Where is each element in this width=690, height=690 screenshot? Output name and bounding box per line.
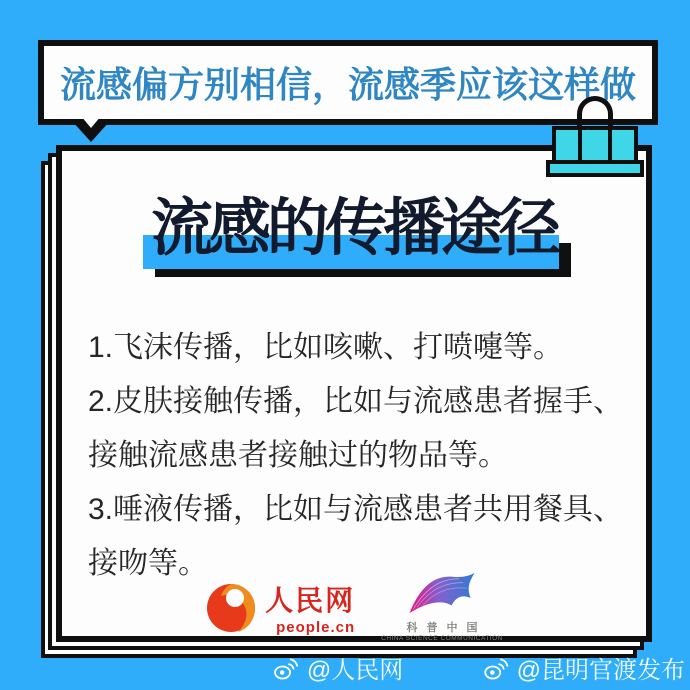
peoples-daily-logo: [205, 579, 355, 636]
content-card: [56, 145, 652, 642]
body-line-1: 1.飞沫传播，比如咳嗽、打喷嚏等。: [88, 331, 564, 365]
weibo-icon: [483, 656, 510, 680]
science-communication-wordmark: 科普中国: [406, 622, 487, 634]
watermark-left-text: @人民网: [306, 657, 404, 684]
weibo-icon: [273, 656, 300, 680]
peoples-daily-domain: people.cn: [276, 619, 356, 636]
science-communication-subtitle: CHINA SCIENCE COMMUNICATION: [381, 635, 503, 642]
body-line-5: 接吻等。: [88, 547, 208, 581]
card-title-block: [151, 195, 557, 263]
body-line-2: 2.皮肤接触传播，比如与流感患者握手、: [88, 385, 624, 419]
peoples-daily-globe-icon: [205, 582, 257, 634]
watermark-left: [273, 650, 403, 685]
peoples-daily-wordmark-group: [265, 579, 355, 636]
binder-clip-strip: [546, 160, 644, 177]
logos-row: [62, 573, 646, 642]
card-title: 流感的传播途径: [150, 194, 557, 263]
body-line-3: 接触流感患者接触过的物品等。: [88, 439, 508, 473]
watermark-right-text: @昆明官渡发布: [516, 657, 685, 684]
header-banner: [38, 40, 658, 125]
card-body: [88, 321, 640, 591]
peoples-daily-wordmark: 人民网: [265, 585, 356, 616]
speech-tail-inner: [81, 116, 101, 128]
body-line-4: 3.唾液传播，比如与流感患者共用餐具、: [88, 493, 624, 527]
science-communication-logo: [381, 573, 503, 642]
binder-clip-handle-icon: [577, 96, 613, 130]
banner-title: 流感偏方别相信，流感季应该这样做: [59, 64, 636, 105]
watermark-right: [483, 650, 685, 685]
binder-clip-icon: [552, 126, 638, 164]
science-wave-icon: [406, 573, 478, 617]
